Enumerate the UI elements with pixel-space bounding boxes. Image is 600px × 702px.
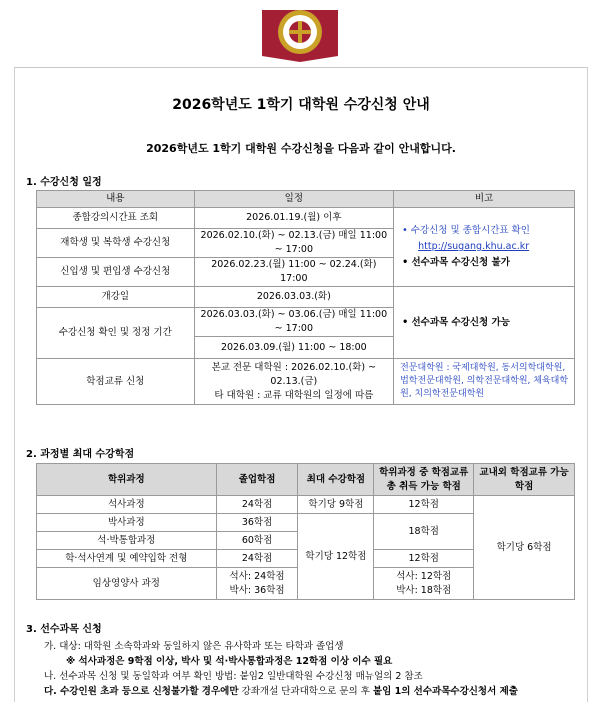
item-cell: 수강신청 확인 및 정정 기간 xyxy=(37,308,195,359)
header-course: 학위과정 xyxy=(37,464,217,496)
schedule-cell: 2026.02.23.(월) 11:00 ~ 02.24.(화) 17:00 xyxy=(194,258,394,287)
line-submit-part2: 강좌개설 단과대학으로 문의 후 xyxy=(238,686,373,697)
note-cell-1 xyxy=(394,208,575,287)
schedule-line: 타 대학원 : 교류 대학원의 일정에 따름 xyxy=(214,389,374,401)
inout-cell: 학기당 6학점 xyxy=(474,496,575,600)
course-cell: 학·석사연계 및 예약입학 전형 xyxy=(37,550,217,568)
section-2-heading: 2. 과정별 최대 수강학점 xyxy=(26,449,135,460)
schedule-cell: 2026.03.09.(월) 11:00 ~ 18:00 xyxy=(194,337,394,359)
section-3-heading: 3. 선수과목 신청 xyxy=(26,624,102,635)
grad-cell: 24학점 xyxy=(216,496,298,514)
item-cell: 신입생 및 편입생 수강신청 xyxy=(37,258,195,287)
line-submit-part3: 붙임 1의 선수과목수강신청서 제출 xyxy=(372,686,518,697)
schedule-cell: 2026.02.10.(화) ~ 02.13.(금) 매일 11:00 ~ 17:00 xyxy=(194,229,394,258)
table-row xyxy=(37,359,575,405)
exchange-cell xyxy=(374,568,474,600)
max-cell: 학기당 12학점 xyxy=(298,514,374,600)
table-row xyxy=(37,496,575,514)
item-cell: 개강일 xyxy=(37,287,195,308)
table-row xyxy=(37,208,575,229)
line-submit-part1: 다. 수강인원 초과 등으로 신청불가할 경우에만 xyxy=(44,686,239,697)
header-exchange: 학위과정 중 학점교류 총 취득 가능 학점 xyxy=(374,464,474,496)
line-submit xyxy=(26,684,586,699)
line-target: 가. 대상: 대학원 소속학과와 동일하지 않은 유사학과 또는 타학과 졸업생 xyxy=(44,641,344,652)
grad-cell xyxy=(216,568,298,600)
table-header-row xyxy=(37,464,575,496)
top-band xyxy=(0,0,600,66)
university-seal-icon xyxy=(262,2,338,62)
grad-cell: 24학점 xyxy=(216,550,298,568)
sugang-url-link[interactable]: http://sugang.khu.ac.kr xyxy=(418,241,530,252)
item-cell: 학점교류 신청 xyxy=(37,359,195,405)
header-max: 최대 수강학점 xyxy=(298,464,374,496)
table-row xyxy=(37,287,575,308)
page-title: 2026학년도 1학기 대학원 수강신청 안내 xyxy=(172,97,430,113)
exchange-line: 석사: 12학점 xyxy=(396,570,452,582)
line-method: 나. 선수과목 신청 및 동일학과 여부 확인 방법: 붙임2 일반대학원 수강신청 매뉴얼의 2 참조 xyxy=(44,671,423,682)
intro-text: 2026학년도 1학기 대학원 수강신청을 다음과 같이 안내합니다. xyxy=(146,142,456,155)
item-cell: 종합강의시간표 조회 xyxy=(37,208,195,229)
note-prereq-ok: • 선수과목 수강신청 가능 xyxy=(402,316,510,328)
professional-schools-note: 전문대학원 : 국제대학원, 동서의학대학원, 법학전문대학원, 의학전문대학원, 체육대학원, 치의학전문대학원 xyxy=(394,359,575,405)
course-cell: 석사과정 xyxy=(37,496,217,514)
section-3 xyxy=(26,620,586,699)
course-cell: 석·박통합과정 xyxy=(37,532,217,550)
schedule-table xyxy=(36,190,575,405)
course-cell: 박사과정 xyxy=(37,514,217,532)
grad-line: 석사: 24학점 xyxy=(229,570,285,582)
exchange-line: 박사: 18학점 xyxy=(396,584,452,596)
grad-cell: 36학점 xyxy=(216,514,298,532)
grad-line: 박사: 36학점 xyxy=(229,584,285,596)
header-grad: 졸업학점 xyxy=(216,464,298,496)
schedule-cell: 2026.03.03.(화) xyxy=(194,287,394,308)
header-schedule: 일정 xyxy=(194,191,394,208)
schedule-line: 본교 전문 대학원 : 2026.02.10.(화) ~ 02.13.(금) xyxy=(211,361,377,387)
header-inout: 교내외 학점교류 가능 학점 xyxy=(474,464,575,496)
max-cell: 학기당 9학점 xyxy=(298,496,374,514)
schedule-cell: 2026.03.03.(화) ~ 03.06.(금) 매일 11:00 ~ 17:00 xyxy=(194,308,394,337)
grad-cell: 60학점 xyxy=(216,532,298,550)
header-note: 비고 xyxy=(394,191,575,208)
credits-table xyxy=(36,463,575,600)
note-sugang-link[interactable]: • 수강신청 및 종합시간표 확인 xyxy=(402,225,530,236)
note-cell-2 xyxy=(394,287,575,359)
table-header-row xyxy=(37,191,575,208)
note-no-prereq: • 선수과목 수강신청 불가 xyxy=(402,257,510,268)
exchange-cell: 18학점 xyxy=(374,514,474,550)
header-item: 내용 xyxy=(37,191,195,208)
item-cell: 재학생 및 복학생 수강신청 xyxy=(37,229,195,258)
schedule-cell: 2026.01.19.(월) 이후 xyxy=(194,208,394,229)
notice-document xyxy=(14,67,588,702)
exchange-cell: 12학점 xyxy=(374,496,474,514)
line-credit-note: ※ 석사과정은 9학점 이상, 박사 및 석·박사통합과정은 12학점 이상 이수 필요 xyxy=(66,656,393,667)
course-cell: 임상영양사 과정 xyxy=(37,568,217,600)
exchange-cell: 12학점 xyxy=(374,550,474,568)
schedule-cell xyxy=(194,359,394,405)
section-1-heading: 1. 수강신청 일정 xyxy=(26,177,102,188)
